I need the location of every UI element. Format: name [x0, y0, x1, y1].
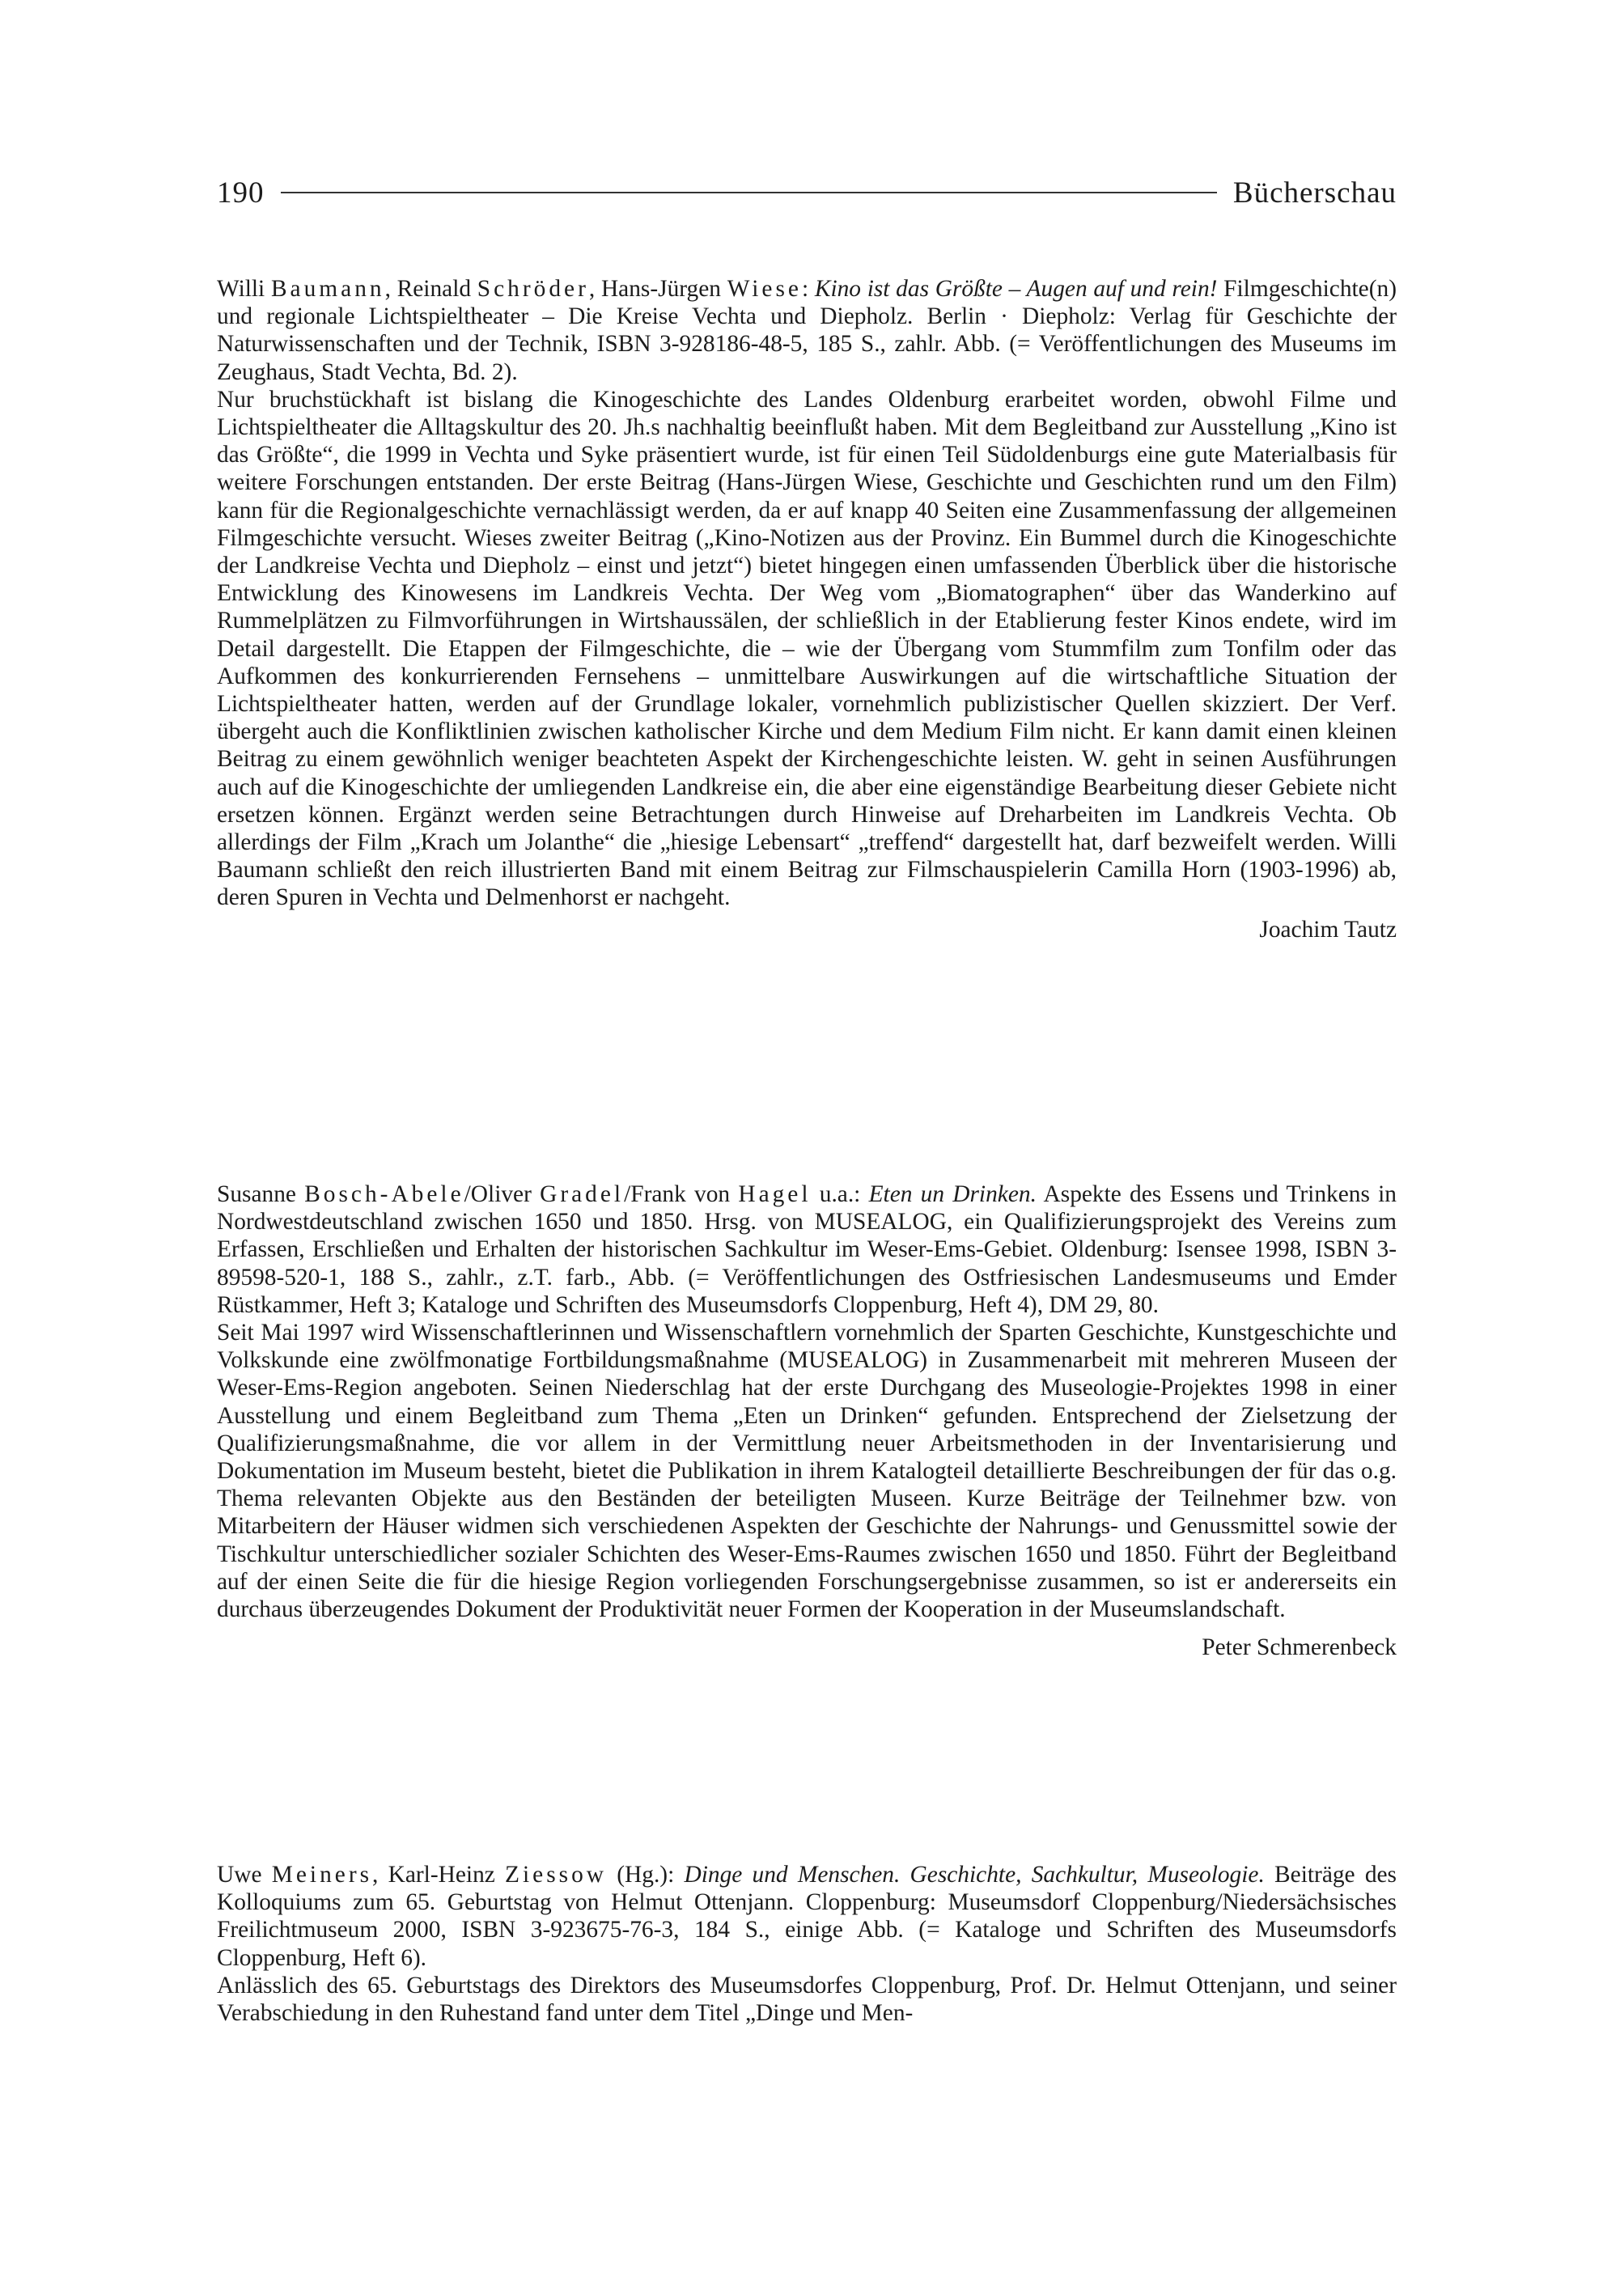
- running-title: Bücherschau: [1232, 176, 1397, 210]
- bibliographic-entry: [217, 1180, 1397, 1319]
- reviewer-name: Peter Schmerenbeck: [1202, 1634, 1397, 1661]
- author-surname: Bosch-Abele: [304, 1181, 464, 1207]
- author-first-name: , Hans-Jürgen: [588, 276, 721, 302]
- review-meiners: [217, 1861, 1397, 2027]
- author-surname: Hagel: [738, 1181, 812, 1207]
- book-title: Eten un Drinken.: [868, 1181, 1037, 1207]
- bibliography-details: Beiträge des Kolloquiums zum 65. Geburtstag von Helmut Ottenjann. Cloppenburg: Museumsdorf Cloppenburg/Niedersächsisches Freilichtmuseum 2000, ISBN 3-923675-76-3, 184 S., einige Abb. (= Kataloge und Schriften des Museumsdorfs Cloppenburg, Heft 6).: [217, 1862, 1397, 1971]
- review-bosch-abele: [217, 1180, 1397, 1661]
- author-surname: Baumann: [270, 276, 385, 302]
- header-rule: [281, 192, 1217, 193]
- reviewer-name: Joachim Tautz: [1259, 916, 1397, 943]
- author-first-name: Willi: [217, 276, 265, 302]
- bibliography-details: Aspekte des Essens und Trinkens in Nordwestdeutschland zwischen 1650 und 1850. Hrsg. von MUSEALOG, ein Qualifizierungsprojekt des Vereins zum Erfassen, Erschließen und Erhalten der historischen Sachkultur im Weser-Ems-Gebiet. Oldenburg: Isensee 1998, ISBN 3-89598-520-1, 188 S., zahlr., z.T. farb., Abb. (= Veröffentlichungen des Ostfriesischen Landesmuseums und Emder Rüstkammer, Heft 3; Kataloge und Schriften des Museumsdorfs Cloppenburg, Heft 4), DM 29, 80.: [217, 1181, 1397, 1318]
- author-first-name: , Karl-Heinz: [372, 1862, 495, 1888]
- author-surname: Meiners: [271, 1862, 373, 1888]
- author-surname: Ziessow: [505, 1862, 608, 1888]
- book-title: Dinge und Menschen. Geschichte, Sachkultur, Museologie.: [684, 1862, 1265, 1888]
- author-first-name: Susanne: [217, 1181, 296, 1207]
- page-header: [217, 175, 1397, 210]
- author-surname: Schröder: [477, 276, 589, 302]
- author-surname: Wiese: [727, 276, 802, 302]
- author-surname: Gradel: [540, 1181, 625, 1207]
- review-text: Seit Mai 1997 wird Wissenschaftlerinnen und Wissenschaftlern vornehmlich der Sparten Geschichte, Kunstgeschichte und Volkskunde eine zwölfmonatige Fortbildungsmaßnahme (MUSEALOG) in Zusammenarbeit mit mehreren Museen der Weser-Ems-Region angeboten. Seinen Niederschlag hat der erste Durchgang des Museologie-Projektes 1998 in einer Ausstellung und einem Begleitband zum Thema „Eten un Drinken“ gefunden. Entsprechend der Zielsetzung der Qualifizierungsmaßnahme, die vor allem in der Vermittlung neuer Arbeitsmethoden in der Inventarisierung und Dokumentation im Museum besteht, bietet die Publikation in ihrem Katalogteil detaillierte Beschreibungen der für das o.g. Thema relevanten Objekte aus den Beständen der beteiligten Museen. Kurze Beiträge der Teilnehmer bzw. von Mitarbeitern der Häuser widmen sich verschiedenen Aspekten der Geschichte der Nahrungs- und Genussmittel sowie der Tischkultur unterschiedlicher sozialer Schichten des Weser-Ems-Raumes zwischen 1650 und 1850. Führt der Begleitband auf der einen Seite die für die hiesige Region vorliegenden Forschungsergebnisse zusammen, so ist er andererseits ein durchaus überzeugendes Dokument der Produktivität neuer Formen der Kooperation in der Museumslandschaft.: [217, 1320, 1397, 1623]
- author-first-name: /Oliver: [464, 1181, 532, 1207]
- review-baumann: [217, 275, 1397, 943]
- author-first-name: Uwe: [217, 1862, 262, 1888]
- author-suffix: :: [801, 276, 809, 302]
- review-text: Anlässlich des 65. Geburtstags des Direktors des Museumsdorfes Cloppenburg, Prof. Dr. Helmut Ottenjann, und seiner Verabschiedung in den Ruhestand fand unter dem Titel „Dinge und Men-: [217, 1972, 1397, 2027]
- page-number: 190: [217, 176, 265, 210]
- author-suffix: (Hg.):: [607, 1862, 675, 1888]
- author-first-name: , Reinald: [384, 276, 472, 302]
- author-suffix: u.a.:: [811, 1181, 861, 1207]
- review-text: Nur bruchstückhaft ist bislang die Kinogeschichte des Landes Oldenburg erarbeitet worden, obwohl Filme und Lichtspieltheater die Alltagskultur des 20. Jh.s nachhaltig beeinflußt haben. Mit dem Begleitband zur Ausstellung „Kino ist das Größte“, die 1999 in Vechta und Syke präsentiert wurde, ist für einen Teil Südoldenburgs eine gute Materialbasis für weitere Forschungen entstanden. Der erste Beitrag (Hans-Jürgen Wiese, Geschichte und Geschichten rund um den Film) kann für die Regionalgeschichte vernachlässigt werden, da er auf knapp 40 Seiten eine Zusammenfassung der allgemeinen Filmgeschichte versucht. Wieses zweiter Beitrag („Kino-Notizen aus der Provinz. Ein Bummel durch die Kinogeschichte der Landkreise Vechta und Diepholz – einst und jetzt“) bietet hingegen einen umfassenden Überblick über die historische Entwicklung des Kinowesens im Landkreis Vechta. Der Weg vom „Biomatographen“ über das Wanderkino auf Rummelplätzen zu Filmvorführungen in Wirtshaussälen, der schließlich in der Etablierung fester Kinos endete, wird im Detail dargestellt. Die Etappen der Filmgeschichte, die – wie der Übergang vom Stummfilm zum Tonfilm oder das Aufkommen des konkurrierenden Fernsehens – unmittelbare Auswirkungen auf die wirtschaftliche Situation der Lichtspieltheater hatten, werden auf der Grundlage lokaler, vornehmlich publizistischer Quellen skizziert. Der Verf. übergeht auch die Konfliktlinien zwischen katholischer Kirche und dem Medium Film nicht. Er kann damit einen kleinen Beitrag zu einem gewöhnlich weniger beachteten Aspekt der Kirchengeschichte leisten. W. geht in seinen Ausführungen auch auf die Kinogeschichte der umliegenden Landkreise ein, die aber eine eigenständige Bearbeitung dieser Gebiete nicht ersetzen können. Ergänzt werden seine Betrachtungen durch Hinweise auf Dreharbeiten im Landkreis Vechta. Ob allerdings der Film „Krach um Jolanthe“ die „hiesige Lebensart“ „treffend“ dargestellt hat, darf bezweifelt werden. Willi Baumann schließt den reich illustrierten Band mit einem Beitrag zur Filmschauspielerin Camilla Horn (1903-1996) ab, deren Spuren in Vechta und Delmenhorst er nachgeht.: [217, 386, 1397, 911]
- bibliographic-entry: [217, 275, 1397, 386]
- author-first-name: /Frank von: [624, 1181, 731, 1207]
- bibliographic-entry: [217, 1861, 1397, 1972]
- bibliography-details: Filmgeschichte(n) und regionale Lichtspieltheater – Die Kreise Vechta und Diepholz. Berlin · Diepholz: Verlag für Geschichte der Naturwissenschaften und der Technik, ISBN 3-928186-48-5, 185 S., zahlr. Abb. (= Veröffentlichungen des Museums im Zeughaus, Stadt Vechta, Bd. 2).: [217, 276, 1397, 385]
- book-title: Kino ist das Größte – Augen auf und rein!: [814, 276, 1218, 302]
